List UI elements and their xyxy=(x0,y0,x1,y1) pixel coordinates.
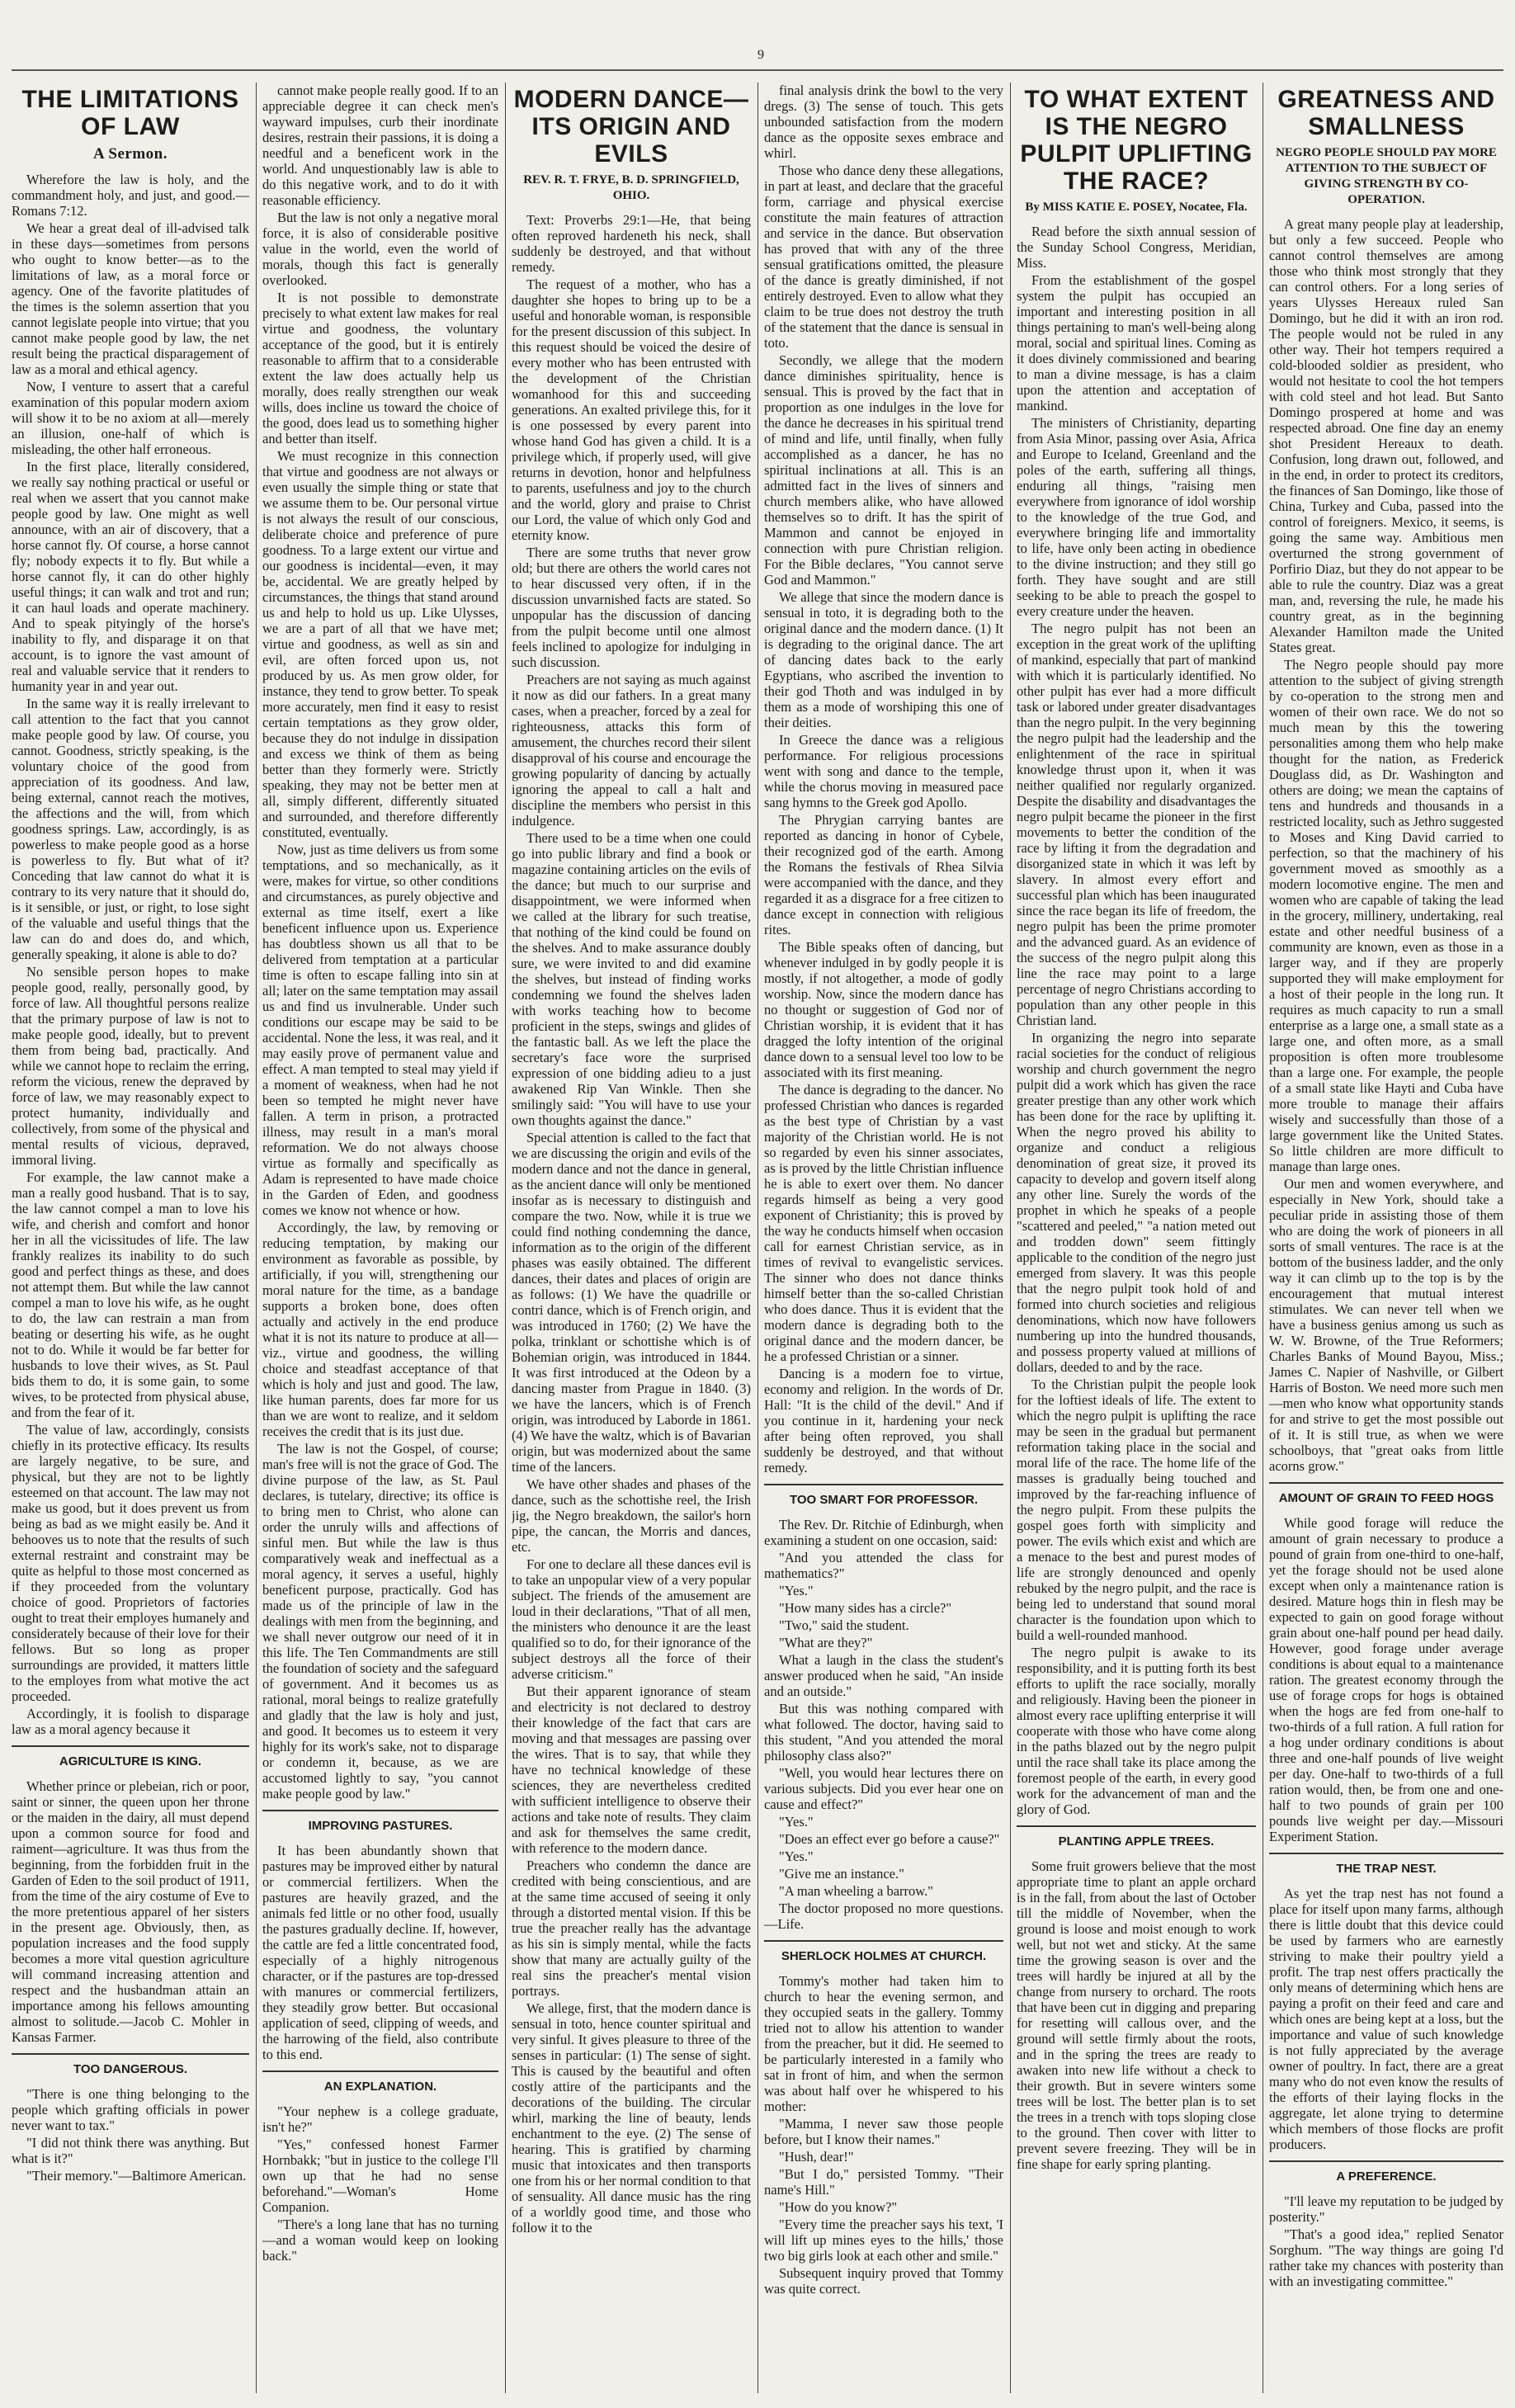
article-improving-pastures xyxy=(262,1810,498,2062)
article-paragraph: "I'll leave my reputation to be judged by posterity." xyxy=(1269,2193,1503,2225)
article-paragraph: We hear a great deal of ill-advised talk in these days—sometimes from persons who ought to know better—as to the limitations of law, as a moral force or agency. One of the favorite platitudes of the times is the solemn assertion that you cannot legislate people into virtue; that you cannot make people good by law, the net result being the practical disparagement of law as a moral and ethical agency. xyxy=(12,220,249,377)
article-paragraph: In Greece the dance was a religious performance. For religious processions went with song and dance to the temple, while the chorus moving in measured pace sang hymns to the Greek god Apollo. xyxy=(764,732,1003,810)
article-paragraph: It is not possible to demonstrate precisely to what extent law makes for real virtue and goodness, the voluntary acceptance of the good, but it is entirely reasonable to affirm that to a considerable extent the law does actually help us morally, does really strengthen our weak wills, does incline us toward the choice of the good, does lead us to something higher and better than itself. xyxy=(262,290,498,446)
column-rule xyxy=(256,83,257,2393)
article-paragraph: Some fruit growers believe that the most appropriate time to plant an apple orchard is in the fall, from about the last of October till the middle of November, when the ground is loose and moist enough to work well, but not wet and sticky. At the same time the growing season is over and the trees will hardly be injured at all by the change from nursery to orchard. The roots that have been cut in digging and preparing for resetting will callous over, and the ground will settle firmly about the roots, and in the spring the trees are ready to awaken into new life without a check to their growth. But in severe winters some trees will be lost. The better plan is to set the trees in a trench with tops sloping close to the ground. Then cover with litter to prevent severe freezing. They will be in fine shape for early spring planting. xyxy=(1017,1858,1256,2172)
article-divider xyxy=(1269,2160,1503,2162)
article-paragraph: "There is one thing belonging to the people which grafting officials in power never want to tax." xyxy=(12,2086,249,2133)
article-headline: PLANTING APPLE TREES. xyxy=(1058,1834,1215,1848)
article-divider xyxy=(764,1940,1003,1942)
article-paragraph: What a laugh in the class the student's answer produced when he said, "An inside and an outside." xyxy=(764,1652,1003,1699)
article-paragraph: "I did not think there was anything. But what is it?" xyxy=(12,2135,249,2166)
article-sherlock-holmes-at-church xyxy=(764,1940,1003,2297)
article-paragraph: We must recognize in this connection that virtue and goodness are not always or even usually the simple thing or state that we assume them to be. Our personal virtue is not always the result of our conscious, deliberate choice and preference of pure goodness. To a large extent our virtue and our goodness is incidental—even, it may be, accidental. We are greatly helped by circumstances, the things that stand around us and help to hold us up. Like Ulysses, we are a part of all that we have met; virtue and goodness, as well as sin and evil, are often forced upon us, not produced by us. As men grow older, for instance, they tend to grow better. To speak more accurately, men find it easy to resist certain temptations as they grow older, because they do not indulge in dissipation and excess we think of them as being better than they formerly were. Strictly speaking, they may not be better men at all, simply different, differently situated and surrounded, and therefore differently constituted, eventually. xyxy=(262,448,498,840)
article-paragraph: "There's a long lane that has no turning—and a woman would keep on looking back." xyxy=(262,2217,498,2264)
article-paragraph: Text: Proverbs 29:1—He, that being often reproved hardeneth his neck, shall suddenly be destroyed, and that without remedy. xyxy=(512,212,751,275)
article-divider xyxy=(12,1745,249,1747)
article-headline: SHERLOCK HOLMES AT CHURCH. xyxy=(781,1949,987,1963)
article-paragraph: "Yes." xyxy=(779,1583,814,1598)
article-divider xyxy=(1269,1482,1503,1484)
article-paragraph: Dancing is a modern foe to virtue, economy and religion. In the words of Dr. Hall: "It is the child of the devil." And if you continue in it, hardening your neck after being often reproved, you shall suddenly be destroyed, and that without remedy. xyxy=(764,1366,1003,1475)
article-paragraph: Subsequent inquiry proved that Tommy was quite correct. xyxy=(764,2265,1003,2297)
article-headline: THE TRAP NEST. xyxy=(1336,1862,1437,1876)
article-paragraph: Special attention is called to the fact that we are discussing the origin and evils of the modern dance and not the dance in general, as the ancient dance will only be mentioned insofar as is necessary to distinguish and compare the two. Now, while it is true we could find nothing condemning the dance, information as to the origin of the different phases was easily obtained. The different dances, their dates and places of origin are as follows: (1) We have the quadrille or contri dance, which is of French origin, and was introduced in 1760; (2) We have the polka, trinklant or schottishe which is of Bohemian origin, was introduced in 1844. It was first introduced at the Odeon by a dancing master from Prague in 1840. (3) we have the lancers, which is of French origin, was introduced by Laborde in 1861. (4) We have the waltz, which is of Bavarian origin, but was modernized about the same time of the lancers. xyxy=(512,1130,751,1475)
article-paragraph: "Your nephew is a college graduate, isn't he?" xyxy=(262,2103,498,2135)
article-paragraph: Those who dance deny these allegations, in part at least, and declare that the graceful form, carriage and physical exercise constitute the main features of attraction and service in the dance. But observation has proved that with any of the three sensual gratifications omitted, the pleasure of the dance is greatly diminished, if not entirely destroyed. Even to allow what they claim to be true does not destroy the truth of the statement that the dance is sensual in toto. xyxy=(764,163,1003,351)
article-headline: TOO DANGEROUS. xyxy=(73,2062,188,2076)
article-paragraph: The request of a mother, who has a daughter she hopes to bring up to be a useful and honorable woman, is responsible for the present discussion of this subject. In this request should be voiced the desire of every mother who has been entrusted with the development of the Christian womanhood for this and succeeding generations. An exalted privilege this, for it is one possessed by every parent into whose hand God has given a child. It is a privilege which, if properly used, will give returns in devotion, honor and helpfulness to parents, usefulness and joy to the church and the world, glory and praise to Christ our Lord, the value of which only God and eternity know. xyxy=(512,276,751,543)
article-paragraph: "Well, you would hear lectures there on various subjects. Did you ever hear one on cause and effect?" xyxy=(764,1765,1003,1812)
article-paragraph: "Does an effect ever go before a cause?" xyxy=(779,1831,1000,1847)
article-paragraph: The doctor proposed no more questions.—Life. xyxy=(764,1900,1003,1932)
article-paragraph: We allege, first, that the modern dance is sensual in toto, hence counter spiritual and very sinful. It gives pleasure to three of the senses in particular: (1) The sense of sight. This is caused by the beautiful and often costly attire of the participants and the decorations of the building. The circular whirl, marking the line of beauty, lends enchantment to the eye. (2) The sense of hearing. This is gratified by charming music that intoxicates and then transports one from his or her normal condition to that of sensuality. All dance music has the ring of a worldly good time, and those who follow it to the xyxy=(512,2000,751,2236)
article-paragraph: The negro pulpit has not been an exception in the great work of the uplifting of mankind, especially that part of mankind with which it is particularly identified. No other pulpit has ever had a more difficult task or labored under greater disadvantages than the negro pulpit. In the very beginning the negro pulpit had the leadership and the enlightenment of the race in spiritual knowledge thrust upon it, when it was neither qualified nor regularly organized. Despite the disability and disadvantages the negro pulpit became the pioneer in the first movements to better the condition of the race by lifting it from the degradation and disorganized state in which it was left by slavery. In almost every effort and successful plan which has been inaugurated since the race began its life of freedom, the negro pulpit has been the prime promoter and the advanced guard. As an evidence of the success of the negro pulpit along this line the race may point to a large percentage of negro Christians according to population than any other people in this Christian land. xyxy=(1017,621,1256,1028)
article-paragraph: "How many sides has a circle?" xyxy=(779,1600,952,1616)
column-5 xyxy=(1017,83,1256,2393)
article-paragraph: The value of law, accordingly, consists chiefly in its protective efficacy. Its results are largely negative, to be sure, and physical, but they are not to be lightly esteemed on that account. The law may not make us good, but it does prevent us from being as bad as we might easily be. And it behooves us to note that the results of such external restraint and constraint may be quite as helpful to those most concerned as if they proceeded from the voluntary choice of good. Proprietors of factories ought to treat their employes humanely and considerately because of their love for their fellows. But so long as proper surroundings are provided, it matters little to the employes from what motive the act proceeded. xyxy=(12,1422,249,1704)
article-paragraph: The negro pulpit is awake to its responsibility, and it is putting forth its best efforts to uplift the race socially, morally and religiously. Having been the pioneer in almost every race uplifting enterprise it will cooperate with those who have come along in the paths blazed out by the negro pulpit until the race shall take its place among the foremost people of the earth, in every good work for the advancement of man and the glory of God. xyxy=(1017,1645,1256,1817)
article-headline: MODERN DANCE—ITS ORIGIN AND EVILS xyxy=(513,86,749,168)
article-paragraph: "Hush, dear!" xyxy=(779,2149,854,2165)
article-continued-3 xyxy=(764,83,1003,1475)
column-1 xyxy=(12,83,249,2393)
article-paragraph: For example, the law cannot make a man a really good husband. That is to say, the law cannot compel a man to love his wife, and cherish and comfort and honor her in all the vicissitudes of life. The law frankly realizes its inability to do such good and perfect things as these, and does not attempt them. But while the law cannot compel a man to love his wife, as he ought to do, the law can restrain a man from beating or deserting his wife, as he ought not to do. While it would be far better for husbands to love their wives, as St. Paul bids them to do, it is some gain, to some wives, to be protected from physical abuse, and from the fear of it. xyxy=(12,1169,249,1420)
article-paragraph: "Their memory."—Baltimore American. xyxy=(26,2168,247,2184)
article-paragraph: To the Christian pulpit the people look for the loftiest ideals of life. The extent to which the negro pulpit is uplifting the race may be seen in the gradual but permanent reformation taking place in the social and moral life of the race. The home life of the masses is gradually being touched and improved by the far-reaching influence of the negro pulpit. From these pulpits the gospel goes forth with simplicity and power. The evils which exist and which are a menace to the best and purest modes of life are strongly denounced and openly rebuked by the negro pulpit, and the race is being led to understand that sound moral character is the foundation upon which to build a well-rounded manhood. xyxy=(1017,1376,1256,1643)
article-paragraph: "A man wheeling a barrow." xyxy=(779,1883,933,1899)
article-paragraph: Accordingly, it is foolish to disparage law as a moral agency because it xyxy=(12,1706,249,1737)
article-headline: AMOUNT OF GRAIN TO FEED HOGS xyxy=(1278,1491,1494,1505)
article-paragraph: Secondly, we allege that the modern dance diminishes spirituality, hence is sensual. This is proved by the fact that in proportion as one indulges in the love for the dance he decreases in his spiritual trend of mind and life, until finally, when fully accomplished as a dancer, he has no spiritual inclinations at all. This is an admitted fact in the lives of sinners and church members alike, who have allowed themselves so to drift. It has the spirit of Mammon and cannot be enjoyed in connection with pure Christian religion. For the Bible declares, "You cannot serve God and Mammon." xyxy=(764,352,1003,588)
article-paragraph: There are some truths that never grow old; but there are others the world cares not to hear discussed very often, if in the discussion unvarnished facts are stated. So unpopular has the discussion of dancing from the pulpit become until one almost feels inclined to apologize for indulging in such discussion. xyxy=(512,545,751,670)
article-paragraph: Our men and women everywhere, and especially in New York, should take a peculiar pride in assisting those of them who are doing the work of pioneers in all sorts of small ventures. The race is at the bottom of the business ladder, and the only way it can climb up to the top is by the encouragement that mutual interest stimulates. We can never tell when we have a business genius among us such as W. W. Browne, of the True Reformers; Charles Banks of Mound Bayou, Miss.; James C. Napier of Nashville, or Gilbert Harris of Boston. We need more such men—men who know what opportunity stands for and strive to get the most possible out of it. It is still true, as when we were schoolboys, that "great oaks from little acorns grow." xyxy=(1269,1176,1503,1474)
article-to-what-extent-is-the-negro-pulpit-uplifting-the-race xyxy=(1017,86,1256,1817)
article-paragraph: But their apparent ignorance of steam and electricity is not declared to destroy their knowledge of the fact that cars are moving and that messages are passing over the wires. That is to say, that while they have no technical knowledge of these sciences, they are nevertheless credited with sufficient intelligence to observe their actions and take note of results. They claim and ask for themselves the same credit, with reference to the modern dance. xyxy=(512,1683,751,1856)
article-headline: A PREFERENCE. xyxy=(1336,2170,1437,2184)
column-rule xyxy=(505,83,506,2393)
article-paragraph: No sensible person hopes to make people good, really, personally good, by force of law. All thoughtful persons realize that the primary purpose of law is not to make people good, ideally, but to prevent them from being bad, practically. And while we cannot hope to reclaim the erring, reform the vicious, renew the depraved by force of law, we may reasonably expect to protect humanity, individually and collectively, from some of the physical and mental results of vicious, depraved, immoral living. xyxy=(12,964,249,1168)
article-headline: TO WHAT EXTENT IS THE NEGRO PULPIT UPLIFTING THE RACE? xyxy=(1020,86,1253,195)
article-byline: REV. R. T. FRYE, B. D. SPRINGFIELD, OHIO. xyxy=(523,173,739,202)
column-rule xyxy=(1262,83,1263,2393)
article-subtitle: A Sermon. xyxy=(93,145,168,163)
article-paragraph: Accordingly, the law, by removing or reducing temptation, by making our environment as favorable as possible, by artificially, if you will, strengthening our moral nature for the time, as a bandage supports a broken bone, does often actually and actively in the end produce what it is not its nature to produce at all—viz., virtue and goodness, the willing choice and steadfast acceptance of that which is holy and just and good. The law, like human parents, does far more for us than we are wont to realize, and it seldom receives the credit that is its just due. xyxy=(262,1220,498,1439)
article-paragraph: Now, I venture to assert that a careful examination of this popular modern axiom will show it to be no axiom at all—merely an illusion, one-half of which is misleading, the other half erroneous. xyxy=(12,379,249,457)
article-the-trap-nest xyxy=(1269,1853,1503,2152)
article-too-dangerous xyxy=(12,2053,249,2184)
article-paragraph: "Two," said the student. xyxy=(779,1617,909,1633)
page-folio: 9 xyxy=(758,48,764,62)
article-paragraph: Preachers are not saying as much against it now as did our fathers. In a great many cases, when a preacher, forced by a zeal for righteousness, attacks this form of amusement, the churches record their silent disapproval of his course and encourage the growing popularity of dancing by actually ignoring the appeal to call a halt and discipline the members who persist in this indulgence. xyxy=(512,672,751,829)
article-agriculture-is-king xyxy=(12,1745,249,2045)
article-continued-1 xyxy=(262,83,498,1801)
article-paragraph: While good forage will reduce the amount of grain necessary to produce a pound of grain from one-third to one-half, yet the forage should not be used alone except when only a maintenance ration is desired. Mature hogs thin in flesh may be expected to gain on good forage without grain about one-half pound per head daily. However, good forage under average conditions is about equal to a maintenance ration. The greatest economy through the use of forage crops for hogs is obtained when the hogs are fed from one-half to two-thirds of a full ration. A full ration for a hog under ordinary conditions is about three and one-half pounds of live weight per day. One-half to two-thirds of a full ration would, then, be from one and one-half to two pounds of grain per 100 pounds live weight per day.—Missouri Experiment Station. xyxy=(1269,1515,1503,1844)
article-paragraph: We have other shades and phases of the dance, such as the schottishe reel, the Irish jig, the Negro breakdown, the sailor's horn pipe, the cancan, the Morris and dances, etc. xyxy=(512,1476,751,1555)
article-paragraph: A great many people play at leadership, but only a few succeed. People who cannot control themselves are among those who think most strongly that they can control others. For a long series of years Ulysses Hereaux ruled San Domingo, but he did it with an iron rod. The people would not be ruled in any other way. Their hot tempers required a cold-blooded soldier as president, who would not hesitate to cool the hot tempers with cold steel and hot lead. But Santo Domingo prospered at home and was respected abroad. One fine day an enemy shot President Hereaux to death. Confusion, long drawn out, followed, and in the end, in order to protect its creditors, the finances of San Domingo, like those of China, Turkey and Cuba, passed into the control of foreigners. Mexico, it seems, is going the same way. Ambitious men overturned the strong government of Porfirio Diaz, but they do not appear to be able to rule the country. Diaz was a great man, and, reversing the rule, he made his country great, as in the beginning Alexander Hamilton made the United States great. xyxy=(1269,216,1503,655)
article-headline: IMPROVING PASTURES. xyxy=(308,1819,453,1833)
article-paragraph: Now, just as time delivers us from some temptations, and so mechanically, as it were, makes for virtue, so other conditions and circumstances, as purely objective and external as time itself, exert a like beneficent influence upon us. Experience has doubtless shown us all that to be delivered from temptation at a particular time is often to escape falling into sin at all; later on the same temptation may assail us and find us invulnerable. Under such conditions our escape may be said to be accidental. None the less, it was real, and it may easily prove of permanent value and effect. A man tempted to steal may yield if a moment of weakness, when had he not been so tempted he might never have fallen. A term in prison, a protracted illness, may result in a man's moral reformation. We do not always choose virtue as formally and specifically as Adam is represented to have made choice in the Garden of Eden, and goodness comes we know not whence or how. xyxy=(262,842,498,1218)
article-paragraph: "What are they?" xyxy=(779,1635,873,1650)
article-headline: AGRICULTURE IS KING. xyxy=(59,1754,202,1768)
article-headline: AN EXPLANATION. xyxy=(323,2080,437,2094)
article-paragraph: "Every time the preacher says his text, 'I will lift up mines eyes to the hills,' those two big girls look at each other and smile." xyxy=(764,2217,1003,2264)
article-deck: NEGRO PEOPLE SHOULD PAY MORE ATTENTION TO THE SUBJECT OF GIVING STRENGTH BY CO-OPERATION. xyxy=(1276,146,1497,206)
article-greatness-and-smallness xyxy=(1269,86,1503,1474)
article-paragraph: "But I do," persisted Tommy. "Their name's Hill." xyxy=(764,2166,1003,2198)
article-planting-apple-trees xyxy=(1017,1825,1256,2172)
article-paragraph: "Yes." xyxy=(779,1848,814,1864)
column-rule xyxy=(1010,83,1011,2393)
article-paragraph: Read before the sixth annual session of the Sunday School Congress, Meridian, Miss. xyxy=(1017,224,1256,271)
article-paragraph: The Negro people should pay more attention to the subject of giving strength by co-operation to the strong men and women of their own race. We do not so much mean by this the towering personalities among them who help make thought for the nation, as Frederick Douglass did, as Dr. Washington and others are doing; we mean the captains of tens and hundreds and thousands in a restricted locality, such as Jethro suggested to Moses and King David carried to perfection, so that the machinery of his government moved as smoothly as a modern locomotive engine. The men and women who are capable of taking the lead in the grocery, millinery, undertaking, real estate and other needful business of a community are known, even as those in a larger way, and if they are properly supported they will make employment for a host of their people in the long run. It requires as much capacity to run a small enterprise as a large one, a small state as a large one, and often more, as a small proposition is often more troublesome than a large one. For example, the people of a small state like Hayti and Cuba have more trouble to manage their affairs wisely and successfully than those of a large government like the United States. So little children are more difficult to manage than large ones. xyxy=(1269,657,1503,1174)
article-paragraph: We allege that since the modern dance is sensual in toto, it is degrading both to the original dance and the modern dance. (1) It is degrading to the original dance. The art of dancing dates back to the early Egyptians, who ascribed the invention to their god Thoth and was indulged in by them as a mode of worshiping this one of their deities. xyxy=(764,589,1003,730)
article-paragraph: Tommy's mother had taken him to church to hear the evening sermon, and they occupied seats in the gallery. Tommy tried not to allow his attention to wander from the preacher, but it did. He seemed to be particularly interested in a family who sat in front of him, and when the sermon was about half over he whispered to his mother: xyxy=(764,1973,1003,2114)
article-paragraph: It has been abundantly shown that pastures may be improved either by natural or commercial fertilizers. When the pastures are heavily grazed, and the animals fed little or no other food, usually the pastures gradually decline. If, however, the cattle are fed a little concentrated food, especially of a highly nitrogenous character, or if the pastures are top-dressed with manures or commercial fertilizers, they steadily grow better. But occasional application of seed, clipping of weeds, and the harrowing of the field, also contribute to this end. xyxy=(262,1843,498,2062)
article-a-preference xyxy=(1269,2160,1503,2289)
article-divider xyxy=(1269,1853,1503,1854)
article-paragraph: The law is not the Gospel, of course; man's free will is not the grace of God. The divine purpose of the law, as St. Paul declares, is tutelary, directive; its office is to bring men to Christ, who alone can order the unruly wills and affections of sinful men. But while the law is thus comparatively weak and ineffectual as a moral agency, it serves a useful, highly beneficent purpose, practically. God has made us of the principle of law in the dealings with men from the beginning, and we shall never outgrow our need of it in this life. The Ten Commandments are still the foundation of society and the safeguard of government. And it becomes us as rational, moral beings to realize gratefully and gladly that the law is holy and just, and good. It becomes us to esteem it very highly for its work's sake, not to disparage or condemn it, because, as we are accustomed lightly to say, "you cannot make people good by law." xyxy=(262,1441,498,1801)
article-paragraph: But this was nothing compared with what followed. The doctor, having said to this student, "And you attended the moral philosophy class also?" xyxy=(764,1701,1003,1764)
article-paragraph: The Phrygian carrying bantes are reported as dancing in honor of Cybele, their recognized god of the earth. Among the Romans the festivals of Rhea Silvia were accompanied with the dance, and they regarded it as a disgrace for a free citizen to dance except in connection with religious rites. xyxy=(764,812,1003,937)
article-paragraph: The Rev. Dr. Ritchie of Edinburgh, when examining a student on one occasion, said: xyxy=(764,1517,1003,1548)
article-modern-dance-its-origin-and-evils xyxy=(512,86,751,2236)
article-paragraph: final analysis drink the bowl to the very dregs. (3) The sense of touch. This gets unbounded satisfaction from the modern dance as the opposite sexes embrace and whirl. xyxy=(764,83,1003,161)
article-paragraph: There used to be a time when one could go into public library and find a book or magazine containing articles on the evils of the dance; but much to our surprise and disappointment, we were informed when we called at the library for such treatise, that nothing of the kind could be found on the shelves. And to make assurance doubly sure, we were invited to and did examine the shelves, but instead of finding works condemning we found the shelves laden with works teaching how to become proficient in the steps, swings and glides of the fantastic ball. As we left the place the secretary's face wore the surprised expression of one bidding adieu to a just awakened Rip Van Winkle. Then she smilingly said: "You will have to use your own thoughts against the dance." xyxy=(512,830,751,1128)
article-paragraph: In the same way it is really irrelevant to call attention to the fact that you cannot make people good by law. Of course, you cannot. Goodness, strictly speaking, is the voluntary choice of the good from appreciation of its goodness. And law, being external, cannot reach the motives, the affections and the will, from which goodness springs. Law, accordingly, is as powerless to make people good as a horse is powerless to fly. But what of it? Conceding that law cannot do what it is contrary to its very nature that it should do, is it sensible, or just, or right, to lose sight of the valuable and useful things that the law can do and does do, and which, generally speaking, it alone is able to do? xyxy=(12,696,249,962)
column-6 xyxy=(1269,83,1503,2393)
article-an-explanation xyxy=(262,2070,498,2264)
column-2 xyxy=(262,83,498,2393)
article-paragraph: But the law is not only a negative moral force, it is also of considerable positive value in the world, even the world of morals, though this fact is generally overlooked. xyxy=(262,210,498,288)
article-byline: By MISS KATIE E. POSEY, Nocatee, Fla. xyxy=(1025,201,1248,214)
article-headline: TOO SMART FOR PROFESSOR. xyxy=(789,1493,979,1507)
article-paragraph: The dance is degrading to the dancer. No professed Christian who dances is regarded as the best type of Christian by a vast majority of the Christian world. He is not so regarded by even his sinner associates, as is proved by the little Christian influence he is able to exert over them. No dancer regards himself as being a very good exponent of Christianity; this is proved by the way he conducts himself when occasion call for earnest Christian service, as in times of revival to evangelistic services. The sinner who does not dance thinks himself better than the so-called Christian who does dance. Thus it is evident that the modern dance is degrading both to the original dance and the modern dancer, be he a professed Christian or a sinner. xyxy=(764,1082,1003,1364)
article-paragraph: For one to declare all these dances evil is to take an unpopular view of a very popular subject. The friends of the amusement are loud in their declarations, "That of all men, the ministers who denounce it are the least qualified so to do, for their ignorance of the subject destroys all the force of their adverse criticism." xyxy=(512,1556,751,1682)
article-headline: THE LIMITATIONS OF LAW xyxy=(21,86,239,140)
article-paragraph: "Yes," confessed honest Farmer Hornbakk; "but in justice to the college I'll own up that he had no sense beforehand."—Woman's Home Companion. xyxy=(262,2137,498,2215)
article-paragraph: "Yes." xyxy=(779,1814,814,1830)
article-paragraph: "And you attended the class for mathematics?" xyxy=(764,1550,1003,1581)
article-paragraph: As yet the trap nest has not found a place for itself upon many farms, although there is little doubt that this device could be used by farmers who are earnestly striving to make their poultry yield a profit. The trap nest offers practically the only means of determining which hens are paying a profit on their feed and care and which ones are being kept at a loss, but the importance and value of such knowledge is not fully appreciated by the average owner of poultry. In fact, there are a great many who do not even know the results of the efforts of their laying flocks in the aggregate, let alone trying to determine which members of those flocks are profit producers. xyxy=(1269,1886,1503,2152)
article-paragraph: The ministers of Christianity, departing from Asia Minor, passing over Asia, Africa and Europe to Iceland, Greenland and the poles of the earth, suffering all things, enduring all things, "raising men everywhere from ignorance of idol worship to the knowledge of the true God, and everywhere bringing life and immortality to life, have only been acting in obedience to the divine instruction; and they still go forth. They have sought and are still seeking to be able to preach the gospel to every creature under the heaven. xyxy=(1017,415,1256,619)
article-paragraph: "Mamma, I never saw those people before, but I know their names." xyxy=(764,2116,1003,2147)
article-paragraph: cannot make people really good. If to an appreciable degree it can check men's wayward impulses, curb their inordinate desires, restrain their passions, it is doing a needful and a beneficent work in the world. And unquestionably law is able to do this negative work, and to do it with reasonable efficiency. xyxy=(262,83,498,208)
article-paragraph: "Give me an instance." xyxy=(779,1866,904,1882)
article-divider xyxy=(262,1810,498,1811)
article-amount-of-grain-to-feed-hogs xyxy=(1269,1482,1503,1844)
article-headline: GREATNESS AND SMALLNESS xyxy=(1277,86,1495,140)
article-paragraph: In organizing the negro into separate racial societies for the conduct of religious worship and church government the negro pulpit did a work which has given the race greater prestige than any other work which has been done for the race by uplifting it. When the negro proved his ability to organize and conduct a religious denomination of great size, it proved its capacity to develop and govern itself along any other line. Surely the words of the prophet in which he speaks of a people "scattered and peeled," "a nation meted out and trodden down" seem fittingly applicable to the condition of the negro just emerged from slavery. It was this people that the negro pulpit took hold of and formed into church societies and religious denominations, which now have followers numbering up into the hundred thousands, and possess property valued at millions of dollars, deeded to and by the race. xyxy=(1017,1030,1256,1375)
article-paragraph: From the establishment of the gospel system the pulpit has occupied an important and interesting position in all things pertaining to man's well-being along moral, social and spiritual lines. Coming as it does divinely commissioned and bearing to man a divine message, is has a claim upon the attention and acceptation of mankind. xyxy=(1017,272,1256,413)
column-3 xyxy=(512,83,751,2393)
article-too-smart-for-professor xyxy=(764,1484,1003,1932)
article-divider xyxy=(764,1484,1003,1485)
article-paragraph: The Bible speaks often of dancing, but whenever indulged in by godly people it is mostly, if not altogether, a mode of godly worship. Now, since the modern dance has no thought or suggestion of God nor of Christian worship, it is evident that it has dragged the lofty intention of the original dance down to a sensual level too low to be associated with its first meaning. xyxy=(764,939,1003,1080)
article-divider xyxy=(262,2070,498,2072)
article-divider xyxy=(1017,1825,1256,1827)
article-paragraph: "How do you know?" xyxy=(779,2199,898,2215)
article-paragraph: In the first place, literally considered, we really say nothing practical or useful or real when we assert that you cannot make people good by law. One might as well announce, with an air of discovery, that a horse cannot fly. Of course, a horse cannot fly; nobody expects it to fly. But while a horse cannot fly, it can do other highly useful things; it can walk and trot and run; it can haul loads and operate machinery. And to speak pityingly of the horse's inability to fly, and disparage it on that account, is to ignore the vast amount of real and valuable service that it renders to humanity year in and year out. xyxy=(12,459,249,694)
article-divider xyxy=(12,2053,249,2055)
article-paragraph: Whether prince or plebeian, rich or poor, saint or sinner, the queen upon her throne or the maiden in the dairy, all must depend upon a common source for food and raiment—agriculture. It was thus from the beginning, from the forbidden fruit in the Garden of Eden to the soil product of 1911, from the time of the airy costume of Eve to the more pretentious apparel of her sisters in the present age. Obviously, then, as population increases and the food supply becomes a more vital question agriculture will command increasing attention and respect and the husbandman attain an importance among his fellows amounting almost to solitude.—Jacob C. Mohler in Kansas Farmer. xyxy=(12,1778,249,2045)
article-paragraph: Preachers who condemn the dance are credited with being conscientious, and are at the same time accused of seeing it only through a distorted mental vision. If this be true the preacher really has the advantage as his sin is simply mental, while the facts show that many are actually guilty of the real sins the preacher's mental vision portrays. xyxy=(512,1858,751,1999)
article-the-limitations-of-law xyxy=(12,86,249,1737)
newspaper-page xyxy=(12,12,1503,2396)
column-4 xyxy=(764,83,1003,2393)
article-paragraph: Wherefore the law is holy, and the commandment holy, and just, and good.—Romans 7:12. xyxy=(12,172,249,219)
masthead-band xyxy=(12,12,1503,71)
article-paragraph: "That's a good idea," replied Senator Sorghum. "The way things are going I'd rather take my chances with posterity than with an investigating committee." xyxy=(1269,2226,1503,2289)
